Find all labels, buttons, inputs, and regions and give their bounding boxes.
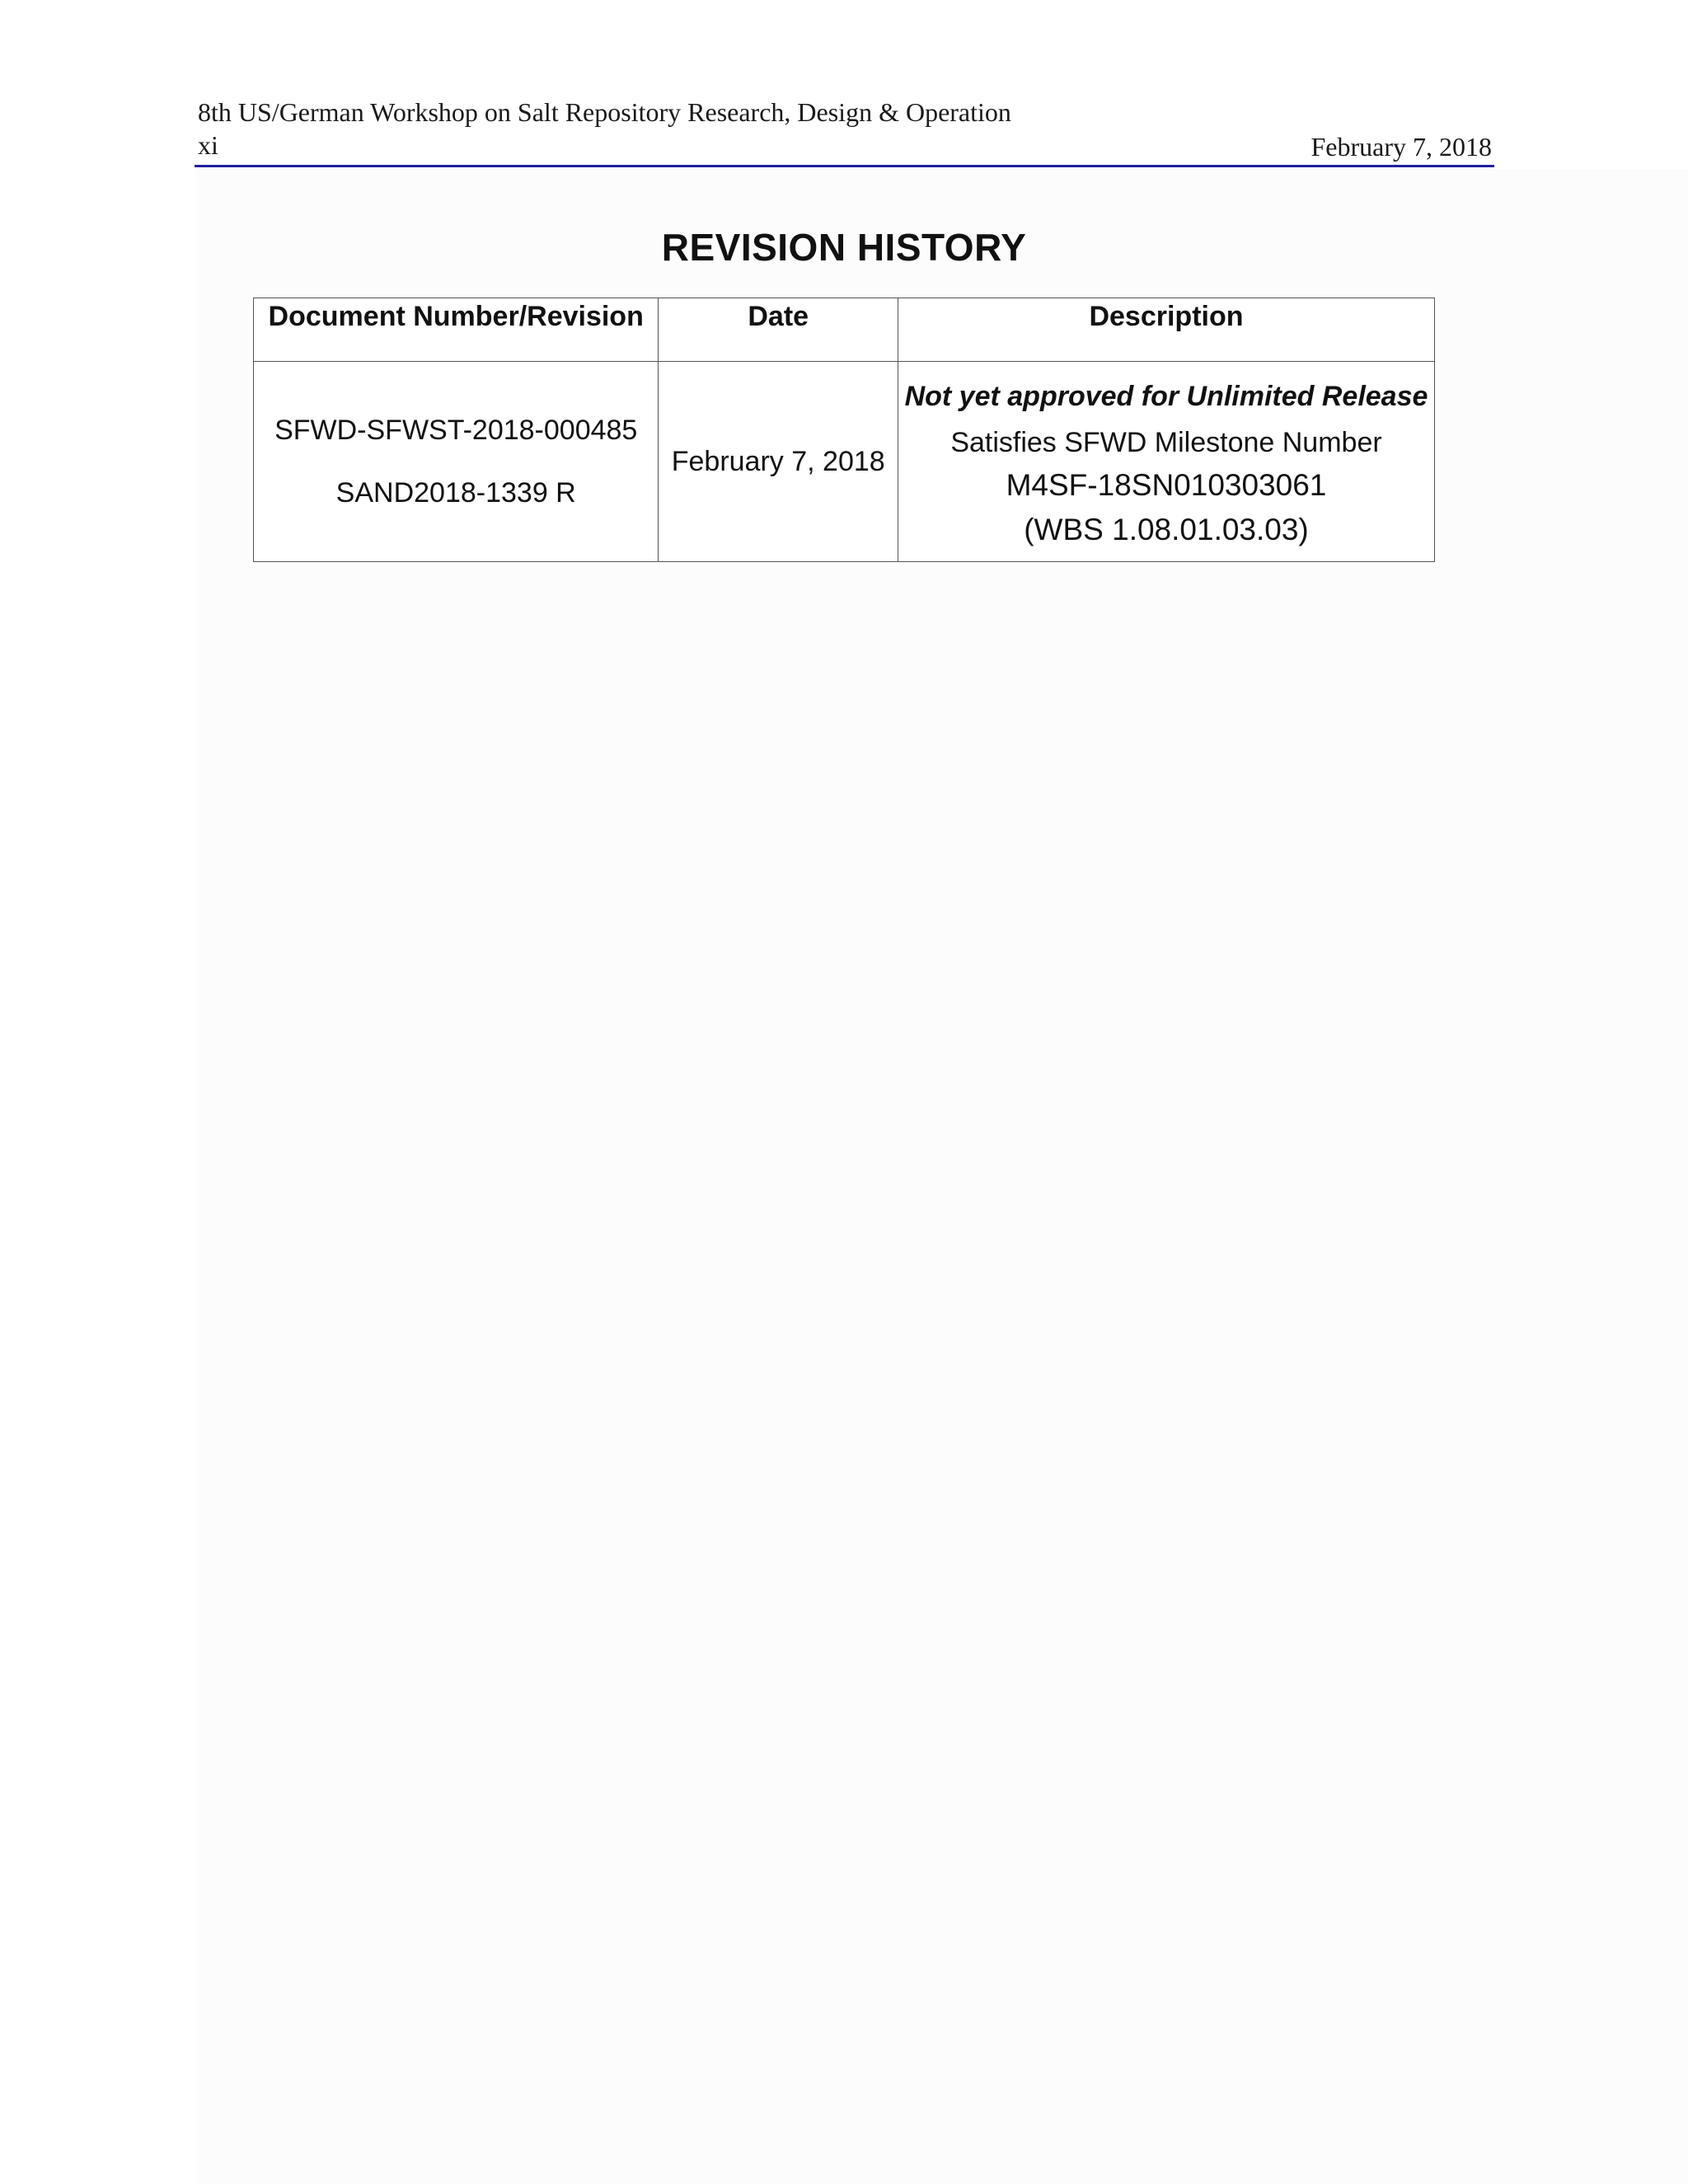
milestone-label: Satisfies SFWD Milestone Number (950, 427, 1382, 458)
table-header-row (254, 298, 1435, 362)
header-page-number: xi (198, 130, 218, 160)
cell-date: February 7, 2018 (659, 362, 898, 562)
cell-description (898, 362, 1435, 562)
column-header-document-number: Document Number/Revision (254, 298, 659, 362)
milestone-number: M4SF-18SN010303061 (1006, 468, 1327, 502)
table-row (254, 362, 1435, 562)
document-number: SFWD-SFWST-2018-000485 (274, 415, 638, 446)
release-status: Not yet approved for Unlimited Release (904, 381, 1428, 412)
cell-document-number (254, 362, 659, 562)
report-number: SAND2018-1339 R (335, 477, 576, 509)
header-workshop-title: 8th US/German Workshop on Salt Repository Research, Design & Operation (198, 97, 1011, 127)
column-header-description: Description (898, 298, 1435, 362)
header-divider (195, 165, 1494, 167)
revision-history-table (253, 298, 1435, 562)
header-date: February 7, 2018 (1311, 132, 1492, 162)
page-title: REVISION HISTORY (661, 226, 1027, 269)
wbs-number: (WBS 1.08.01.03.03) (1024, 513, 1309, 546)
column-header-date: Date (659, 298, 898, 362)
